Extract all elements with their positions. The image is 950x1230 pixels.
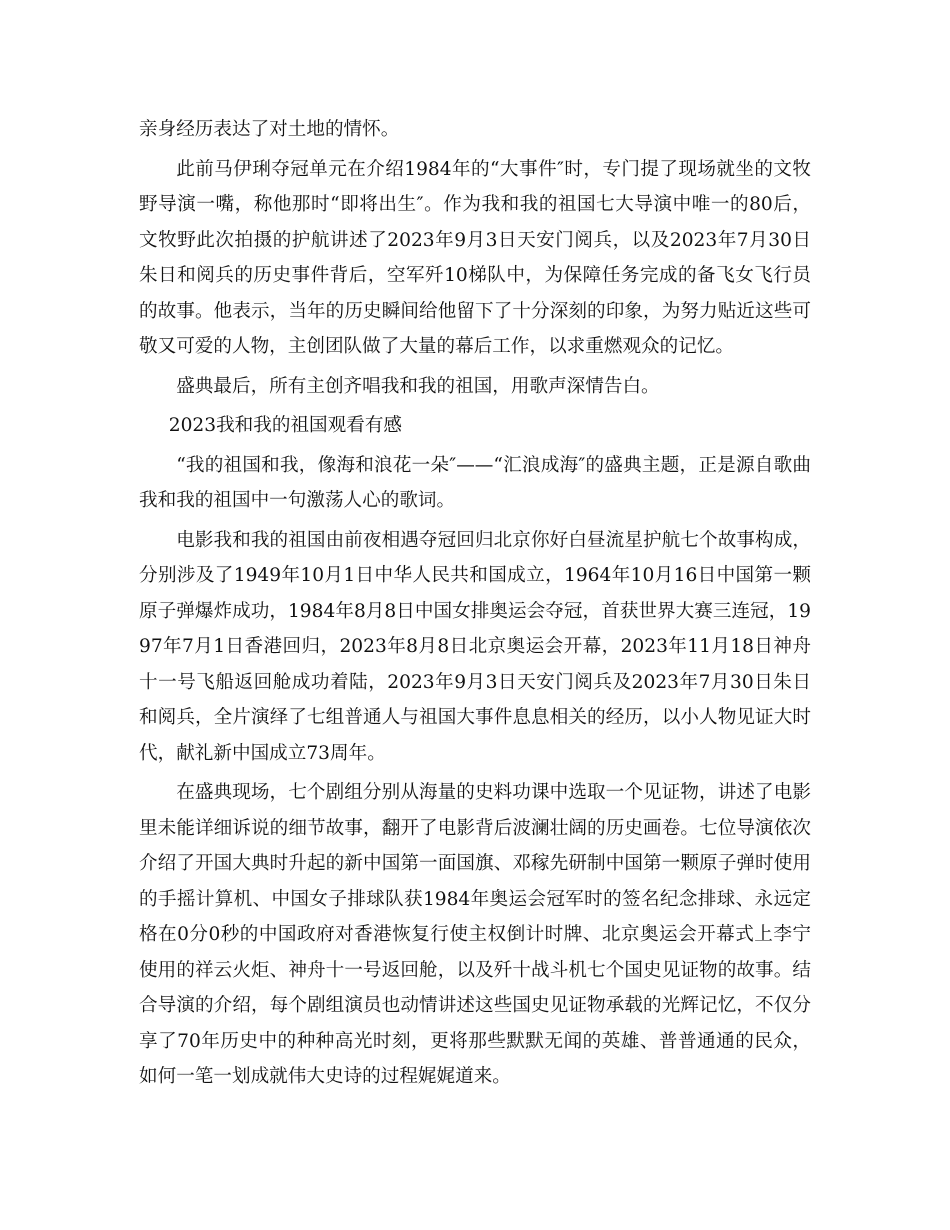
paragraph-director-wen-muye: 此前马伊琍夺冠单元在介绍1984年的“大事件″时，专门提了现场就坐的文牧野导演一嘴，称他那时“即将出生″。作为我和我的祖国七大导演中唯一的80后，文牧野此次拍摄的护航讲述了2023年9月3日天安门阅兵，以及2023年7月30日朱日和阅兵的历史事件背后，空军歼10梯队中，为保障任务完成的备飞女飞行员的故事。他表示，当年的历史瞬间给他留下了十分深刻的印象，为努力贴近这些可敬又可爱的人物，主创团队做了大量的幕后工作，以求重燃观众的记忆。 [139,158,811,357]
document-body [139,112,811,1099]
paragraph-ceremony-theme: “我的祖国和我，像海和浪花一朵″——“汇浪成海″的盛典主题，正是源自歌曲我和我的祖国中一句激荡人心的歌词。 [139,454,811,511]
paragraph-film-stories: 电影我和我的祖国由前夜相遇夺冠回归北京你好白昼流星护航七个故事构成，分别涉及了1949年10月1日中华人民共和国成立，1964年10月16日中国第一颗原子弹爆炸成功，1984年8月8日中国女排奥运会夺冠，首获世界大赛三连冠，1997年7月1日香港回归，2023年8月8日北京奥运会开幕，2023年11月18日神舟十一号飞船返回舱成功着陆，2023年9月3日天安门阅兵及2023年7月30日朱日和阅兵，全片演绎了七组普通人与祖国大事件息息相关的经历，以小人物见证大时代，献礼新中国成立73周年。 [139,529,811,764]
section-heading: 2023我和我的祖国观看有感 [168,415,403,436]
paragraph-ceremony-ending: 盛典最后，所有主创齐唱我和我的祖国，用歌声深情告白。 [176,375,660,397]
paragraph-continuation: 亲身经历表达了对土地的情怀。 [139,119,400,140]
paragraph-historical-items: 在盛典现场，七个剧组分别从海量的史料功课中选取一个见证物，讲述了电影里未能详细诉说的细节故事，翻开了电影背后波澜壮阔的历史画卷。七位导演依次介绍了开国大典时升起的新中国第一面国旗、邓稼先研制中国第一颗原子弹时使用的手摇计算机、中国女子排球队获1984年奥运会冠军时的签名纪念排球、永远定格在0分0秒的中国政府对香港恢复行使主权倒计时牌、北京奥运会开幕式上李宁使用的祥云火炬、神舟十一号返回舱，以及歼十战斗机七个国史见证物的故事。结合导演的介绍，每个剧组演员也动情讲述这些国史见证物承载的光辉记忆，不仅分享了70年历史中的种种高光时刻，更将那些默默无闻的英雄、普普通通的民众，如何一笔一划成就伟大史诗的过程娓娓道来。 [139,782,811,1087]
